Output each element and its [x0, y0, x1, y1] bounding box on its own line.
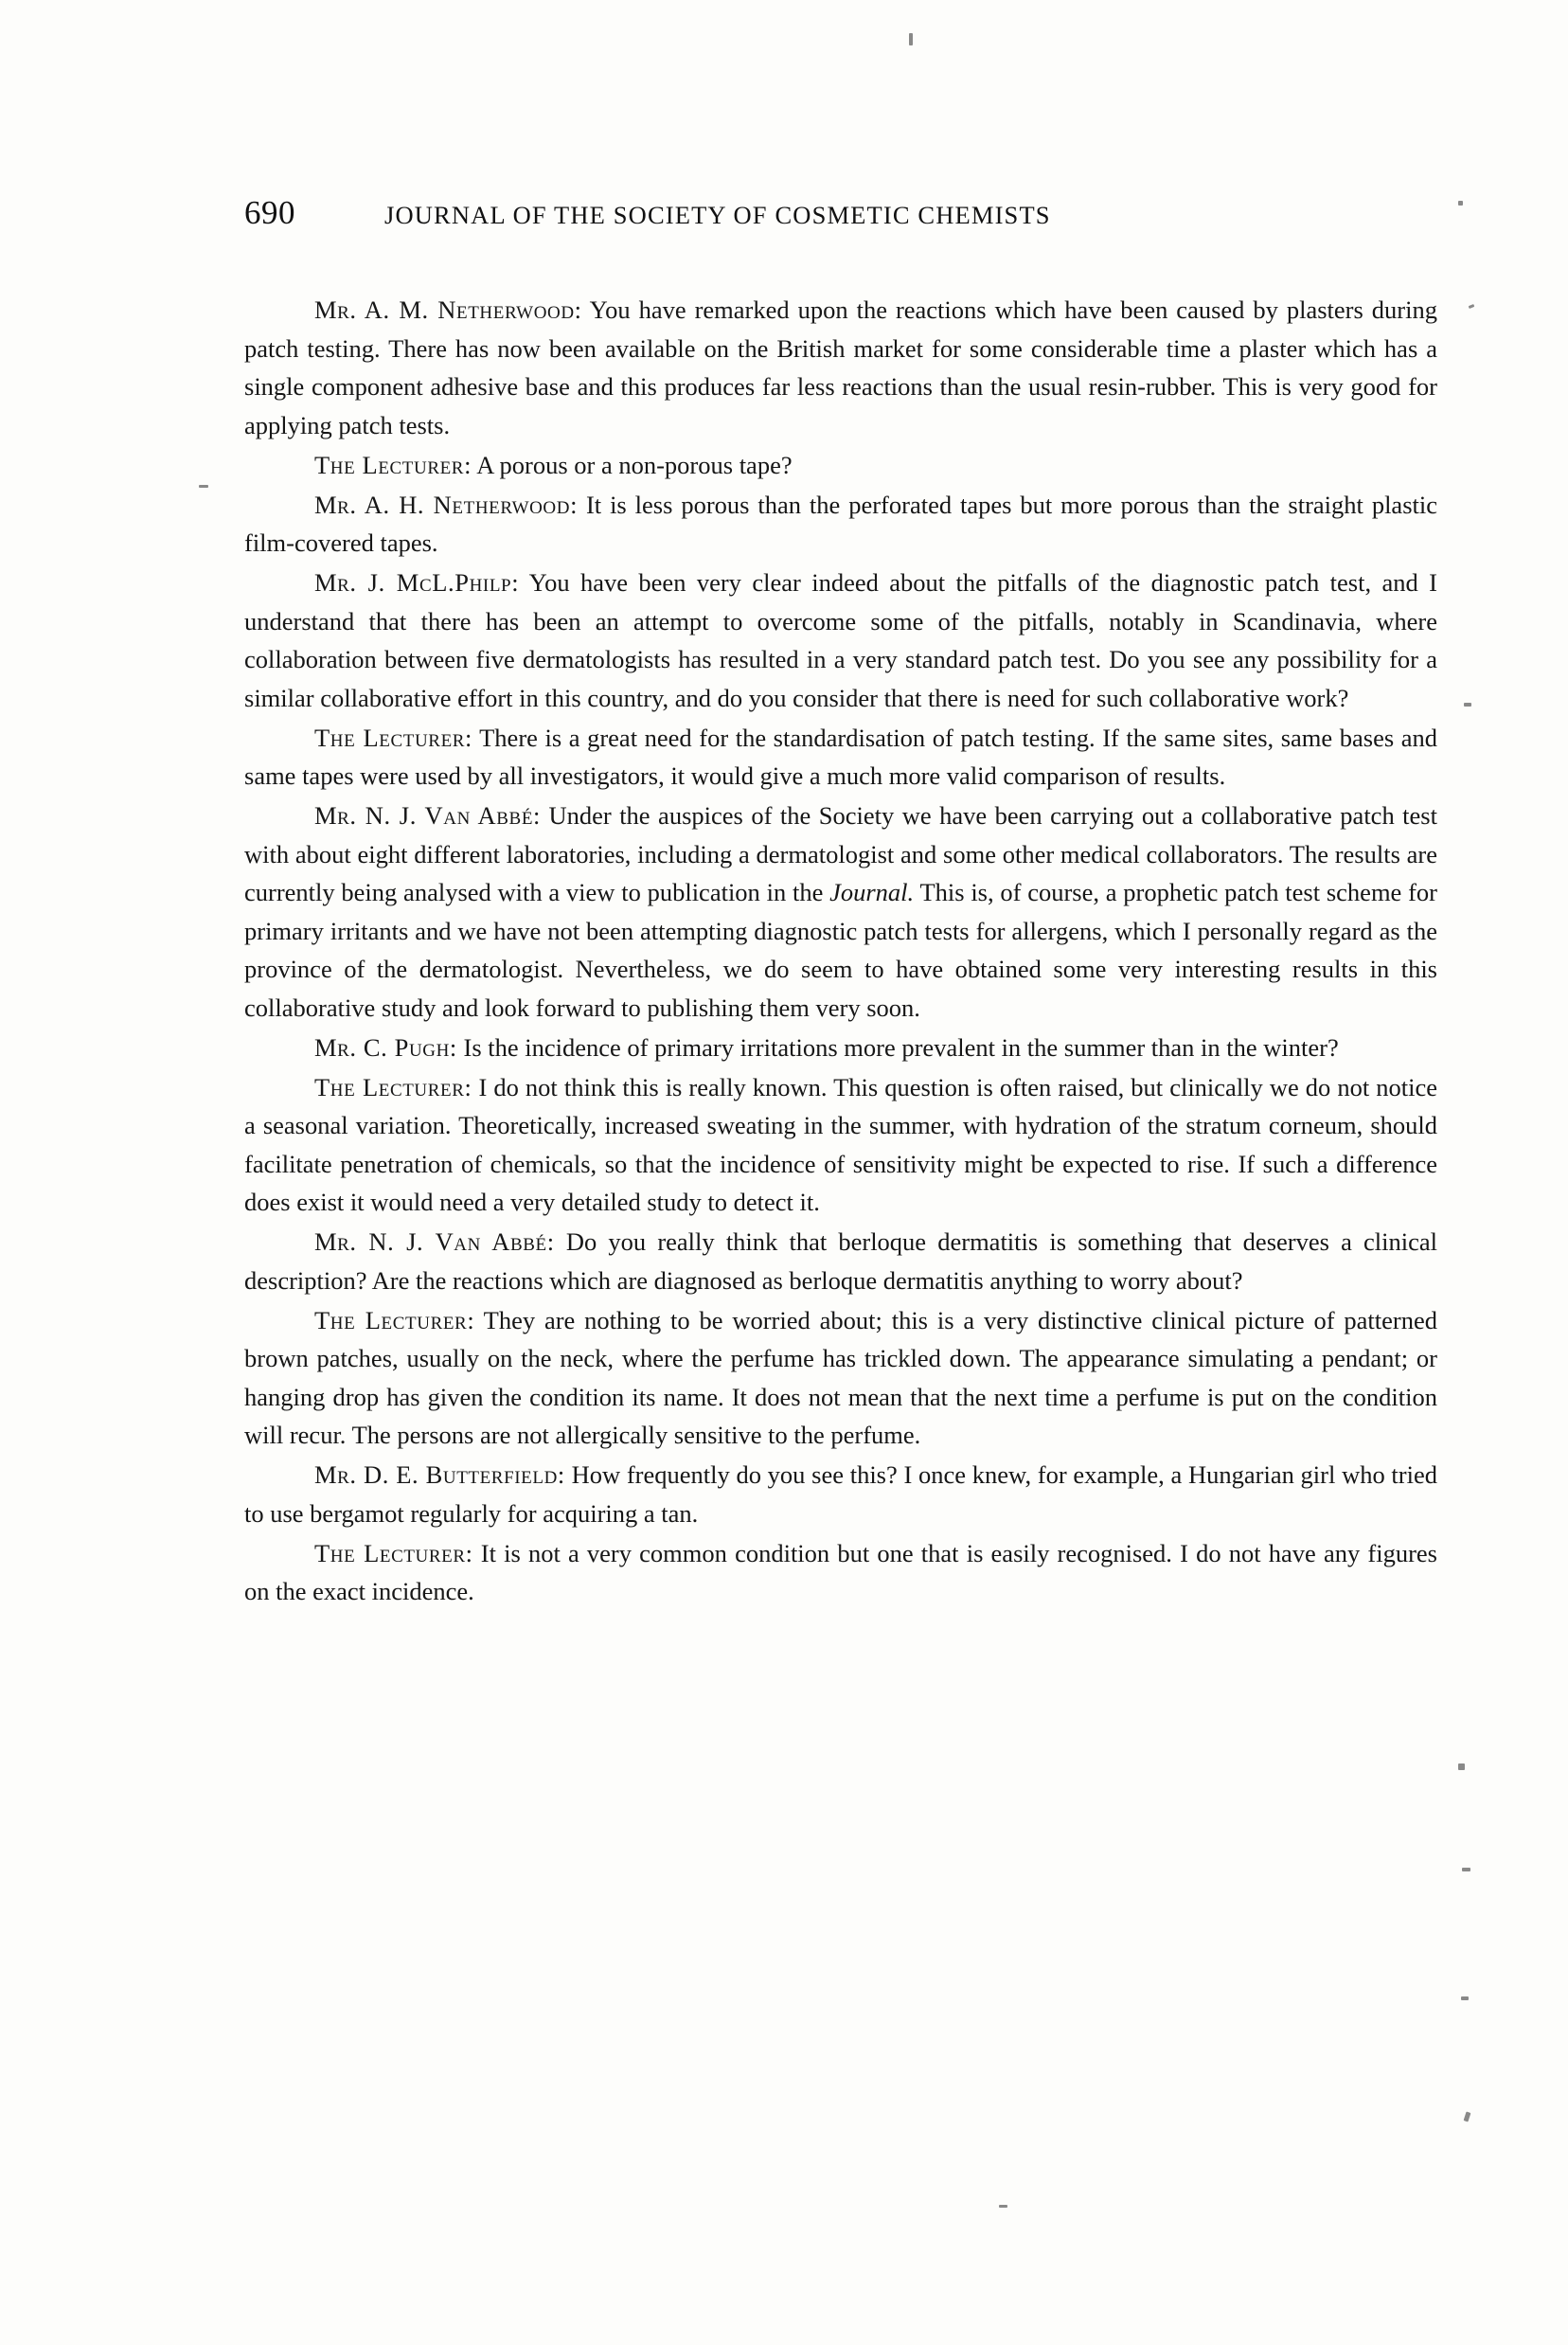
- paragraph-text: It is less porous than the perforated tapes but more porous than the straight plastic film-covered tapes.: [244, 490, 1437, 557]
- paragraph-text-continued: This is, of course, a prophetic patch test scheme for primary irritants and we have not been attempting diagnostic patch tests for allergens, which I personally regard as the province of the dermatologist. Nevertheless, we do seem to have obtained some very interesting results in this collaborative study and look forward to publishing them very soon.: [244, 878, 1437, 1022]
- speaker-name: Mr. C. Pugh:: [314, 1032, 457, 1062]
- page-number: 690: [244, 194, 295, 231]
- paragraph-text: You have remarked upon the reactions which have been caused by plasters during patch testing. There has now been available on the British market for some considerable time a plaster which has a single component adhesive base and this produces far less reactions than the usual resin-rubber. This is very good for applying patch tests.: [244, 295, 1437, 439]
- paragraph-text: They are nothing to be worried about; this is a very distinctive clinical picture of patterned brown patches, usually on the neck, where the perfume has trickled down. The appearance simulating a pendant; or hanging drop has given the condition its name. It does not mean that the next time a perfume is put on the condition will recur. The persons are not allergically sensitive to the perfume.: [244, 1305, 1438, 1449]
- page-header: [244, 194, 1437, 232]
- scan-artifact: [1462, 1868, 1470, 1871]
- discussion-paragraph: [244, 1223, 1437, 1299]
- speaker-name: Mr. N. J. Van Abbé:: [314, 1227, 555, 1256]
- scan-artifact: [1464, 2111, 1471, 2121]
- paragraph-text: You have been very clear indeed about the pitfalls of the diagnostic patch test, and I understand that there has been an attempt to overcome some of the pitfalls, notably in Scandinavia, where collaboration between five dermatologists has resulted in a very standard patch test. Do you see any possibility for a similar collaborative effort in this country, and do you consider that there is need for such collaborative work?: [244, 568, 1437, 712]
- scan-artifact: [999, 2205, 1007, 2208]
- page-content: [244, 194, 1437, 1612]
- paragraph-text: Under the auspices of the Society we have been carrying out a collaborative patch test with about eight different laboratories, including a dermatologist and some other medical collaborators. The results are currently being analysed with a view to publication in the: [244, 801, 1437, 906]
- discussion-paragraph: [244, 446, 1437, 485]
- speaker-name: The Lecturer:: [314, 1072, 472, 1101]
- speaker-name: The Lecturer:: [314, 1305, 475, 1334]
- scan-artifact: [1458, 1763, 1465, 1770]
- paragraph-text: I do not think this is really known. This question is often raised, but clinically we do not notice a seasonal variation. Theoretically, increased sweating in the summer, with hydration of the stratum corneum, should facilitate penetration of chemicals, so that the incidence of sensitivity might be expected to rise. If such a difference does exist it would need a very detailed study to detect it.: [244, 1072, 1437, 1216]
- paragraph-text: A porous or a non-porous tape?: [472, 450, 793, 479]
- scan-artifact: [1458, 201, 1463, 206]
- discussion-paragraph: [244, 1456, 1437, 1532]
- speaker-name: Mr. A. M. Netherwood:: [314, 295, 582, 324]
- discussion-paragraph: [244, 486, 1437, 563]
- discussion-paragraph: [244, 1301, 1437, 1455]
- discussion-paragraph: [244, 1068, 1437, 1222]
- speaker-name: Mr. N. J. Van Abbé:: [314, 801, 541, 830]
- paragraph-text: Is the incidence of primary irritations more prevalent in the summer than in the winter?: [456, 1032, 1339, 1062]
- discussion-paragraph: [244, 1029, 1437, 1067]
- speaker-name: The Lecturer:: [314, 1538, 473, 1567]
- discussion-paragraph: [244, 797, 1437, 1027]
- discussion-paragraph: [244, 564, 1437, 717]
- paragraph-text: Do you really think that berloque dermatitis is something that deserves a clinical description? Are the reactions which are diagnosed as berloque dermatitis anything to worry about?: [244, 1227, 1437, 1295]
- discussion-paragraph: [244, 719, 1437, 796]
- scan-artifact: [1469, 304, 1475, 309]
- scan-artifact: [199, 485, 208, 488]
- discussion-paragraph: [244, 1534, 1437, 1611]
- speaker-name: The Lecturer:: [314, 723, 473, 752]
- speaker-name: Mr. A. H. Netherwood:: [314, 490, 579, 519]
- paragraph-text: How frequently do you see this? I once knew, for example, a Hungarian girl who tried to use bergamot regularly for acquiring a tan.: [244, 1460, 1437, 1528]
- scan-artifact: [1464, 703, 1471, 707]
- speaker-name: The Lecturer:: [314, 450, 472, 479]
- discussion-paragraph: [244, 291, 1437, 444]
- speaker-name: Mr. D. E. Butterfield:: [314, 1460, 565, 1489]
- speaker-name: Mr. J. McL.Philp:: [314, 568, 520, 597]
- scan-artifact: [1461, 1996, 1469, 2000]
- scan-artifact: [909, 33, 913, 45]
- running-title: JOURNAL OF THE SOCIETY OF COSMETIC CHEMISTS: [384, 201, 1051, 229]
- journal-reference: Journal.: [829, 878, 915, 906]
- paragraph-text: It is not a very common condition but one that is easily recognised. I do not have any figures on the exact incidence.: [244, 1538, 1438, 1605]
- paragraph-text: There is a great need for the standardisation of patch testing. If the same sites, same bases and same tapes were used by all investigators, it would give a much more valid comparison of results.: [244, 723, 1438, 790]
